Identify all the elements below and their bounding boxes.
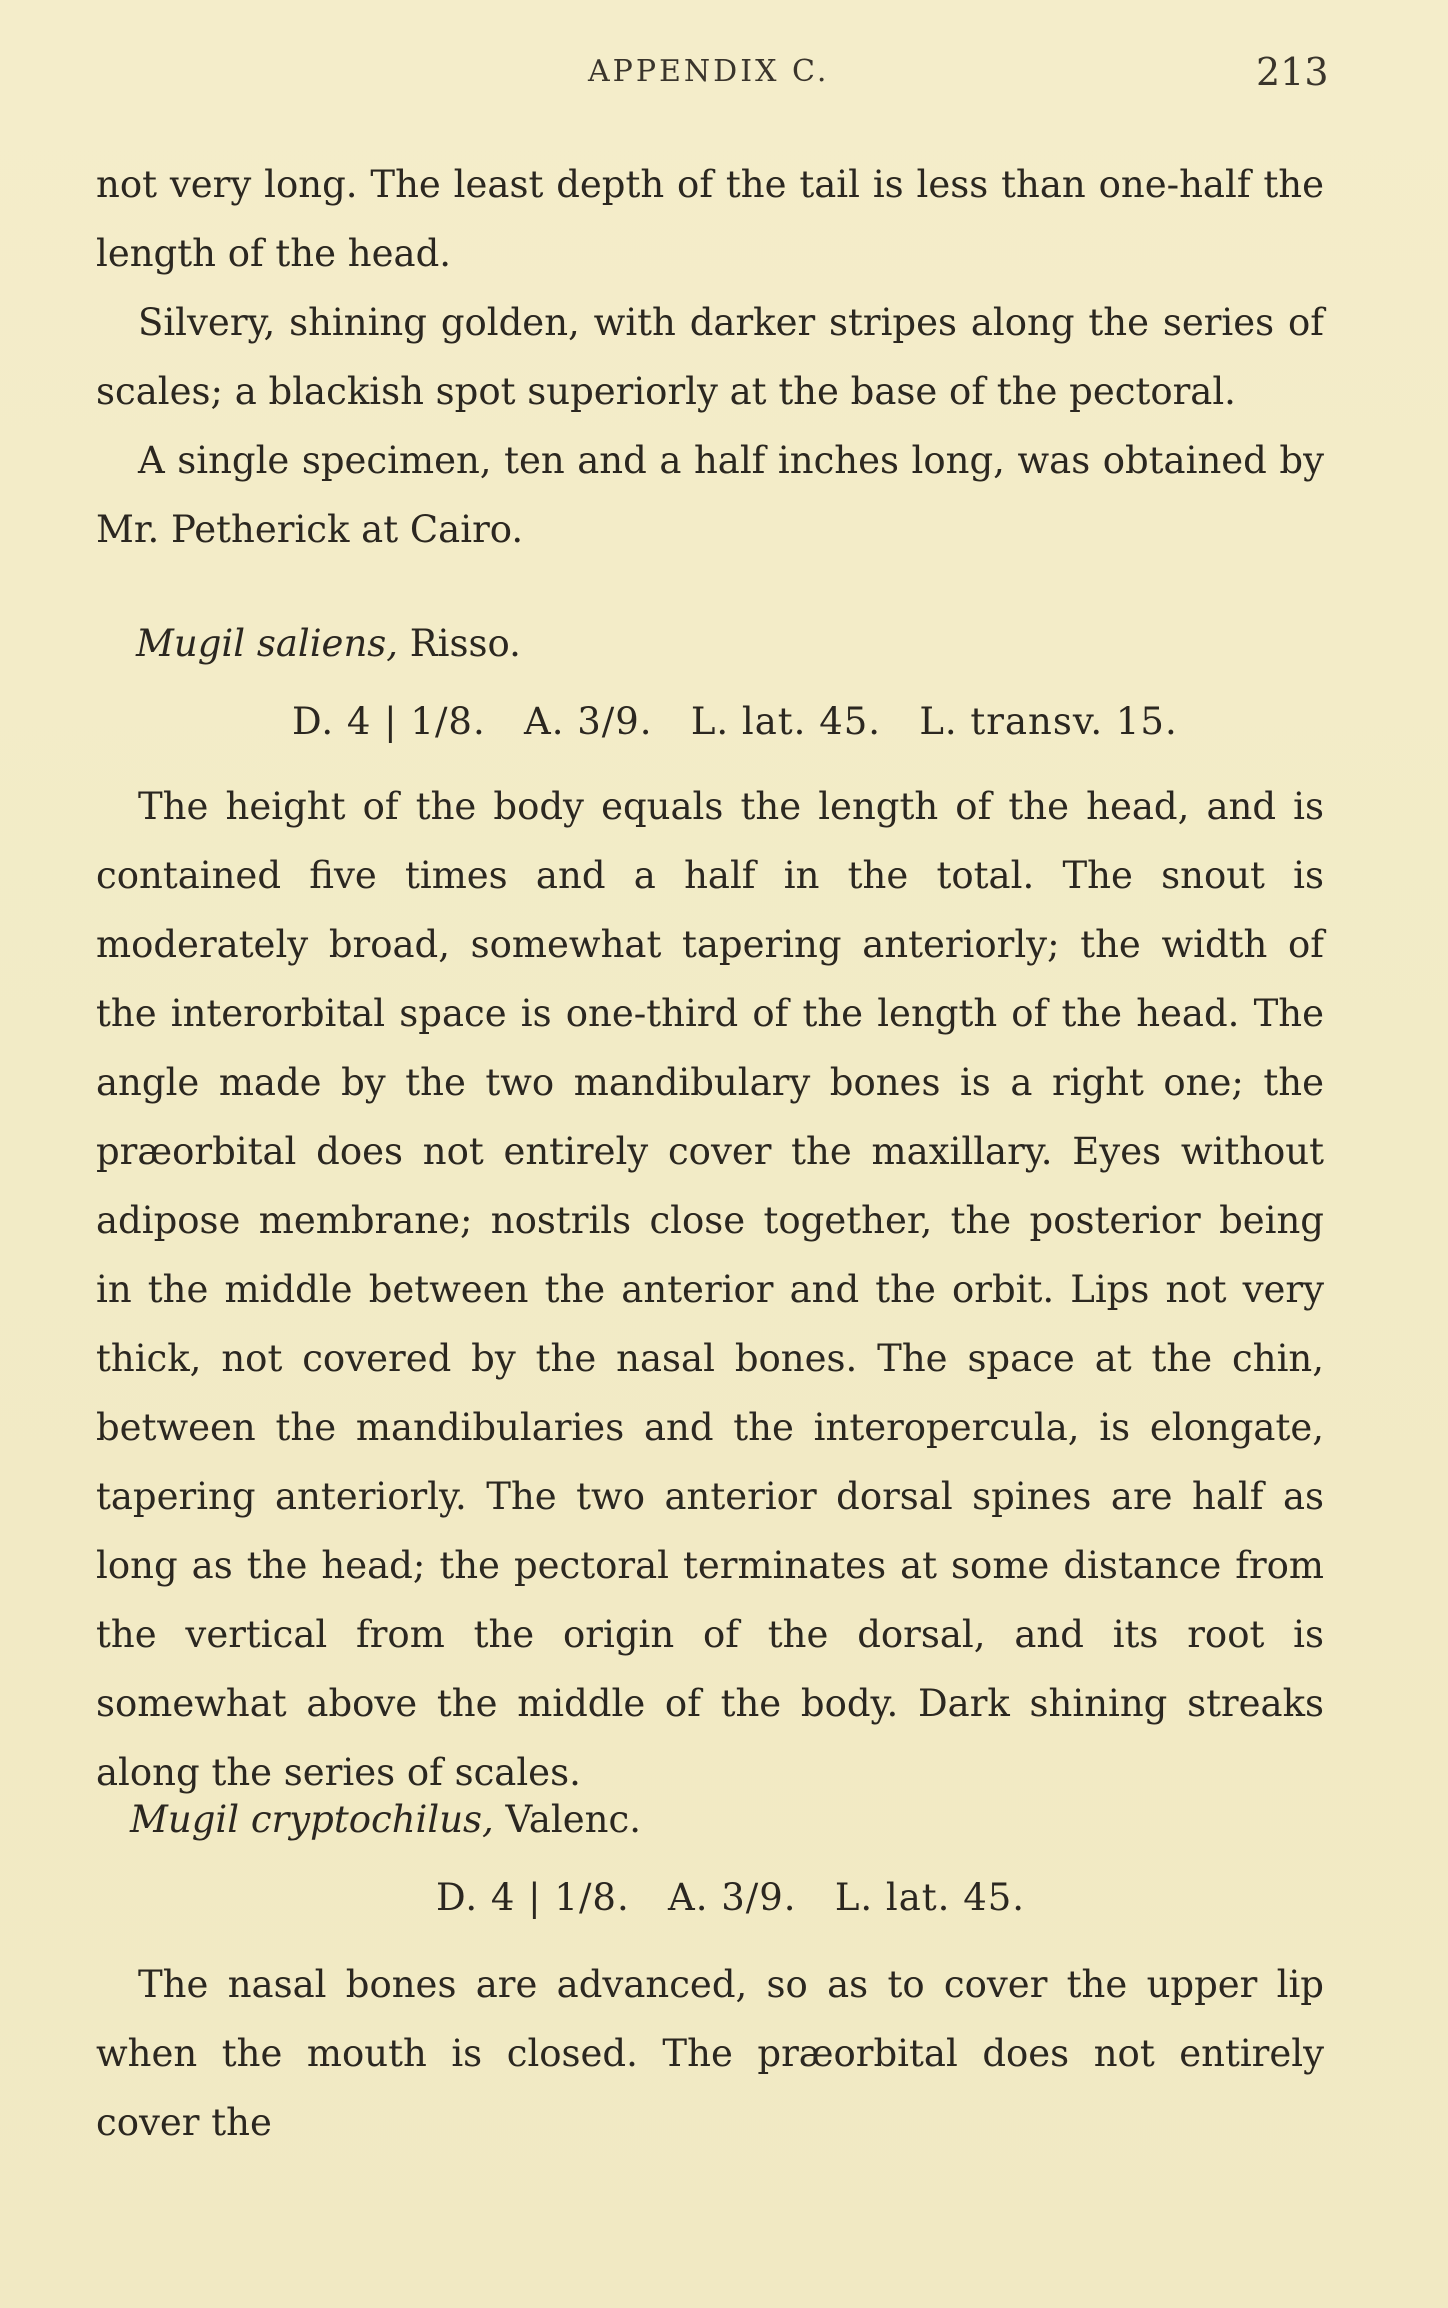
species-authority: Risso. — [398, 622, 521, 665]
paragraph: The height of the body equals the length of the head, and is contained five times and a half in the total. The snout is moderately broad, somewhat tapering anteriorly; the width of the interorbital space is one-third of the length of the head. The angle made by the two mandibulary bones is a right one; the præorbital does not entirely cover the maxillary. Eyes without adipose membrane; nostrils close together, the posterior being in the middle between the anterior and the orbit. Lips not very thick, not covered by the nasal bones. The space at the chin, between the mandibularies and the interopercula, is elongate, tapering anteriorly. The two anterior dorsal spines are half as long as the head; the pectoral terminates at some distance from the vertical from the origin of the dorsal, and its root is somewhat above the middle of the body. Dark shining streaks along the series of scales. — [96, 785, 1324, 1794]
continued-description — [96, 150, 1324, 564]
running-head: APPENDIX C. — [588, 54, 830, 89]
paragraph: Silvery, shining golden, with darker stripes along the series of scales; a blackish spot superiorly at the base of the pectoral. — [96, 301, 1324, 413]
species-description — [96, 772, 1324, 1807]
species-authority: Valenc. — [493, 1798, 641, 1841]
species-name: Mugil saliens, — [136, 622, 399, 665]
fin-formula: D. 4 | 1/8. A. 3/9. L. lat. 45. — [436, 1876, 1026, 1919]
species-description — [96, 1950, 1324, 2157]
page-number: 213 — [1256, 50, 1329, 94]
paragraph: The nasal bones are advanced, so as to cover the upper lip when the mouth is closed. The præorbital does not entirely cover the — [96, 1963, 1324, 2144]
species-heading — [136, 622, 521, 665]
species-name: Mugil cryptochilus, — [130, 1798, 494, 1841]
paragraph: not very long. The least depth of the tail is less than one-half the length of the head. — [96, 163, 1324, 275]
paragraph: A single specimen, ten and a half inches long, was obtained by Mr. Petherick at Cairo. — [96, 439, 1324, 551]
fin-formula: D. 4 | 1/8. A. 3/9. L. lat. 45. L. transv. 15. — [292, 700, 1178, 743]
page-header — [0, 50, 1448, 100]
species-heading — [130, 1798, 641, 1841]
